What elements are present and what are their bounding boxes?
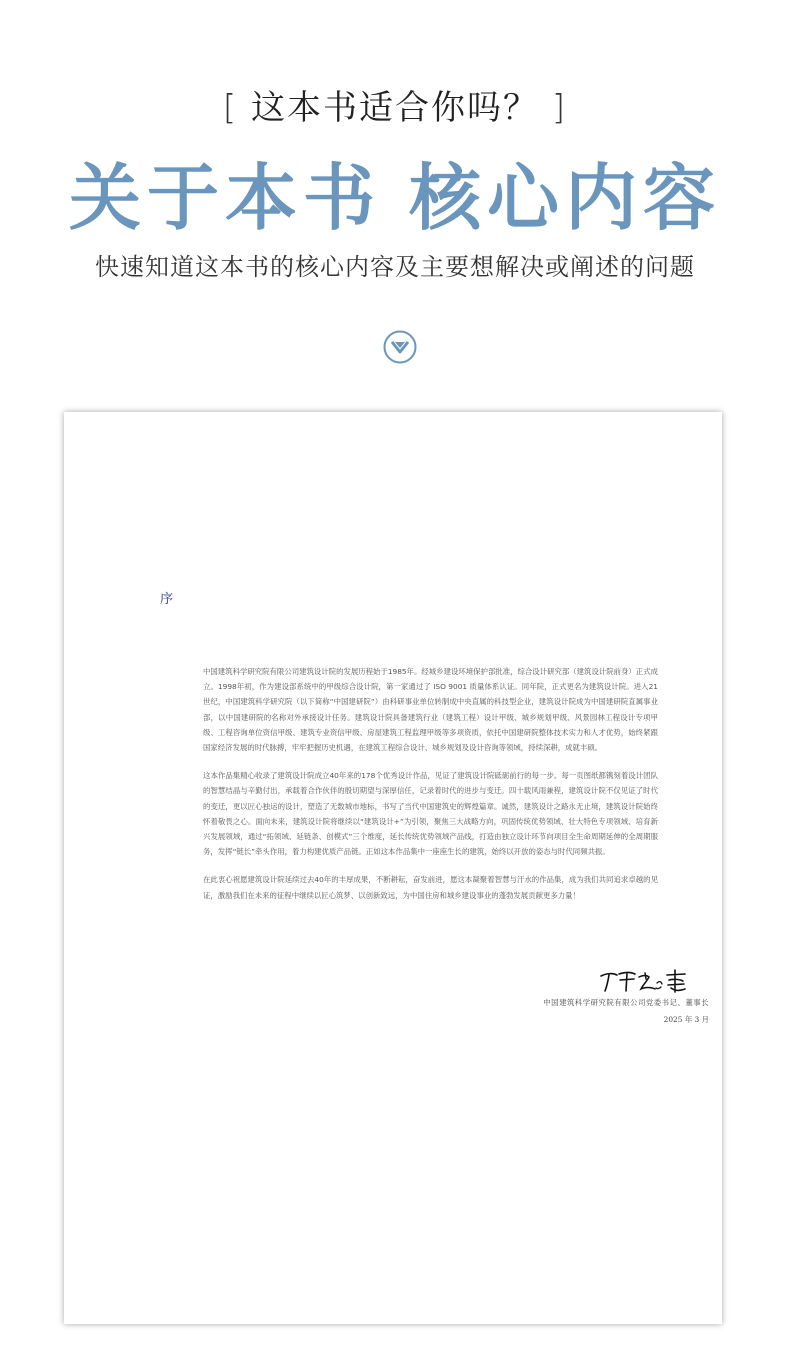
right-bracket: ] bbox=[551, 88, 568, 128]
preface-title: 序 bbox=[160, 592, 174, 607]
preface-paragraph: 中国建筑科学研究院有限公司建筑设计院的发展历程始于1985年。经城乡建设环境保护部批准，综合设计研究部（建筑设计院前身）正式成立。1998年初，作为建设部系统中的甲级综合设计院，第一家通过了 ISO 9001 质量体系认证。同年院，正式更名为建筑设计院。进入21世纪，中国建筑科学研究院（以下简称“中国建研院”）由科研事业单位转制成中央直属的科技型企业，建筑设计院成为中国建研院直属事业部，以中国建研院的名称对外承接设计任务。建筑设计院具备建筑行业（建筑工程）设计甲级、城乡规划甲级、风景园林工程设计专项甲级、工程咨询单位资信甲级、建筑专业资信甲级、房屋建筑工程监理甲级等多项资质，依托中国建研院整体技术实力和人才优势，始终紧跟国家经济发展的时代脉搏，牢牢把握历史机遇，在建筑工程综合设计、城乡规划及设计咨询等领域，持续深耕，成就丰硕。 bbox=[203, 667, 658, 753]
handwritten-signature bbox=[599, 967, 689, 993]
question-text: 这本书适合你吗？ bbox=[251, 88, 539, 128]
title-core-content: 核心内容 bbox=[409, 155, 722, 240]
preface-paragraph: 在此衷心祝愿建筑设计院延续过去40年的丰厚成果，不断耕耘，奋发前进，愿这本凝聚着智慧与汗水的作品集，成为我们共同追求卓越的见证，激励我们在未来的征程中继续以匠心筑梦、以创新致远，为中国住房和城乡建设事业的蓬勃发展贡献更多力量！ bbox=[203, 875, 658, 900]
signer-organization: 中国建筑科学研究院有限公司党委书记、董事长 bbox=[543, 998, 709, 1007]
preface-body bbox=[203, 664, 658, 916]
page-title bbox=[0, 140, 790, 244]
question-label bbox=[0, 80, 790, 129]
subtitle: 快速知道这本书的核心内容及主要想解决或阐述的问题 bbox=[95, 253, 695, 281]
preface-page bbox=[64, 412, 722, 1324]
preface-paragraph: 这本作品集精心收录了建筑设计院成立40年来的178个优秀设计作品，见证了建筑设计院砥砺前行的每一步。每一页图纸都镌刻着设计团队的智慧结晶与辛勤付出，承载着合作伙伴的殷切期望与深厚信任，记录着时代的进步与变迁。四十载风雨兼程，建筑设计院不仅见证了时代的变迁，更以匠心独运的设计，塑造了无数城市地标，书写了当代中国建筑史的辉煌篇章。诚然，建筑设计之路永无止境，建筑设计院始终怀着敬畏之心。面向未来，建筑设计院将继续以“建筑设计+”为引领，聚焦三大战略方向，巩固传统优势领域、壮大特色专项领域、培育新兴发展领域，通过“拓领域、延链条、创模式”三个维度，延长传统优势领域产品线，打造由独立设计环节向项目全生命周期延伸的全周期服务，发挥“链长”牵头作用，着力构建优质产品链。正如这本作品集中一座座生长的建筑，始终以开放的姿态与时代同频共振。 bbox=[203, 771, 658, 857]
signed-date: 2025 年 3 月 bbox=[663, 1015, 709, 1024]
left-bracket: [ bbox=[222, 88, 239, 128]
title-about-book: 关于本书 bbox=[68, 155, 381, 240]
chevron-down-circle-icon[interactable] bbox=[383, 330, 417, 364]
